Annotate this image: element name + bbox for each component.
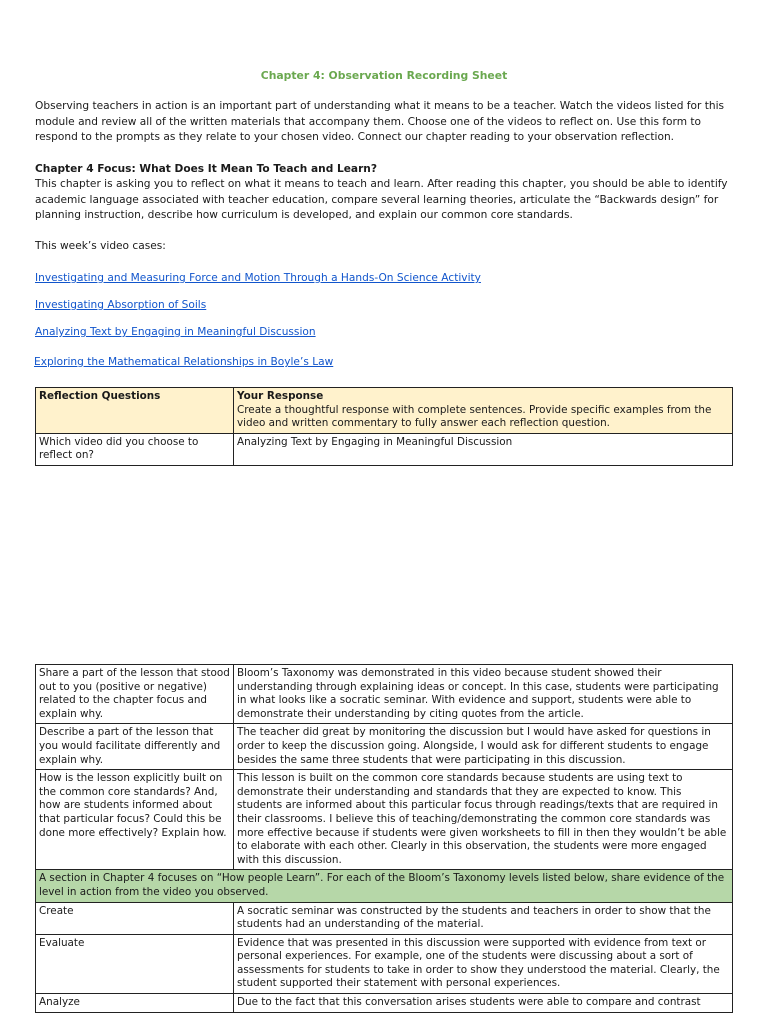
- bloom-level-cell: Evaluate: [36, 934, 234, 993]
- response-cell: The teacher did great by monitoring the discussion but I would have asked for questions in order to keep the discussion going. Alongside, I would ask for different students to engage besides the same three students that were participating in this discussion.: [234, 724, 733, 770]
- table-row: [36, 433, 733, 465]
- reflection-table-continued: [35, 664, 733, 1013]
- response-cell: Analyzing Text by Engaging in Meaningful Discussion: [234, 433, 733, 465]
- video-link-analyzing-text[interactable]: Analyzing Text by Engaging in Meaningful Discussion: [35, 326, 316, 338]
- table-row: [36, 770, 733, 870]
- bloom-level-cell: Analyze: [36, 994, 234, 1013]
- table-row: [36, 724, 733, 770]
- video-cases-label: This week’s video cases:: [35, 240, 166, 252]
- video-link-boyles-law[interactable]: Exploring the Mathematical Relationships in Boyle’s Law: [34, 356, 334, 368]
- header-reflection-questions: Reflection Questions: [36, 388, 234, 434]
- video-link-soil-absorption[interactable]: Investigating Absorption of Soils: [35, 299, 207, 311]
- question-cell: Describe a part of the lesson that you would facilitate differently and explain why.: [36, 724, 234, 770]
- bloom-section-note: A section in Chapter 4 focuses on “How people Learn”. For each of the Bloom’s Taxonomy levels listed below, share evidence of the level in action from the video you observed.: [36, 870, 733, 902]
- response-cell: Bloom’s Taxonomy was demonstrated in this video because student showed their understanding through explaining ideas or concept. In this case, students were participating in what looks like a socratic seminar. With evidence and support, students were able to demonstrate their understanding by citing quotes from the article.: [234, 665, 733, 724]
- response-cell: Evidence that was presented in this discussion were supported with evidence from text or personal experiences. For example, one of the students were discussing about a sort of assessments for students to take in order to show they understood the material. Clearly, the student supported their statement with personal experiences.: [234, 934, 733, 993]
- video-link-force-motion[interactable]: Investigating and Measuring Force and Motion Through a Hands-On Science Activity: [35, 272, 481, 284]
- question-cell: Which video did you choose to reflect on?: [36, 433, 234, 465]
- question-cell: How is the lesson explicitly built on the common core standards? And, how are students informed about that particular focus? Could this be done more effectively? Explain how.: [36, 770, 234, 870]
- bloom-section-row: [36, 870, 733, 902]
- focus-heading: Chapter 4 Focus: What Does It Mean To Teach and Learn?: [35, 163, 377, 175]
- header-response-instructions: Create a thoughtful response with complete sentences. Provide specific examples from the video and written commentary to fully answer each reflection question.: [237, 403, 712, 430]
- question-cell: Share a part of the lesson that stood out to you (positive or negative) related to the chapter focus and explain why.: [36, 665, 234, 724]
- focus-paragraph: This chapter is asking you to reflect on what it means to teach and learn. After reading this chapter, you should be able to identify academic language associated with teacher education, compare several learning theories, articulate the “Backwards design” for planning instruction, describe how curriculum is developed, and explain our common core standards.: [35, 178, 728, 221]
- header-response-title: Your Response: [237, 390, 324, 402]
- table-row: [36, 665, 733, 724]
- intro-paragraph: Observing teachers in action is an important part of understanding what it means to be a teacher. Watch the videos listed for this module and review all of the written materials that accompany them. Choose one of the videos to reflect on. Use this form to respond to the prompts as they relate to your chosen video. Connect our chapter reading to your observation reflection.: [35, 100, 725, 143]
- response-cell: Due to the fact that this conversation arises students were able to compare and contrast: [234, 994, 733, 1013]
- table-row: [36, 902, 733, 934]
- response-cell: This lesson is built on the common core standards because students are using text to demonstrate their understanding and standards that they are expected to know. This students are informed about this particular focus through readings/texts that are required in their classrooms. I believe this of teaching/demonstrating the common core standards was more effective because if students were given worksheets to fill in then they wouldn’t be able to elaborate with each other. Clearly in this observation, the students were more engaged with this discussion.: [234, 770, 733, 870]
- table-row: [36, 934, 733, 993]
- header-your-response: [234, 388, 733, 434]
- reflection-table-header: [35, 387, 733, 466]
- page-title: Chapter 4: Observation Recording Sheet: [260, 69, 508, 82]
- table-header-row: [36, 388, 733, 434]
- table-row: [36, 994, 733, 1013]
- response-cell: A socratic seminar was constructed by the students and teachers in order to show that the students had an understanding of the material.: [234, 902, 733, 934]
- bloom-level-cell: Create: [36, 902, 234, 934]
